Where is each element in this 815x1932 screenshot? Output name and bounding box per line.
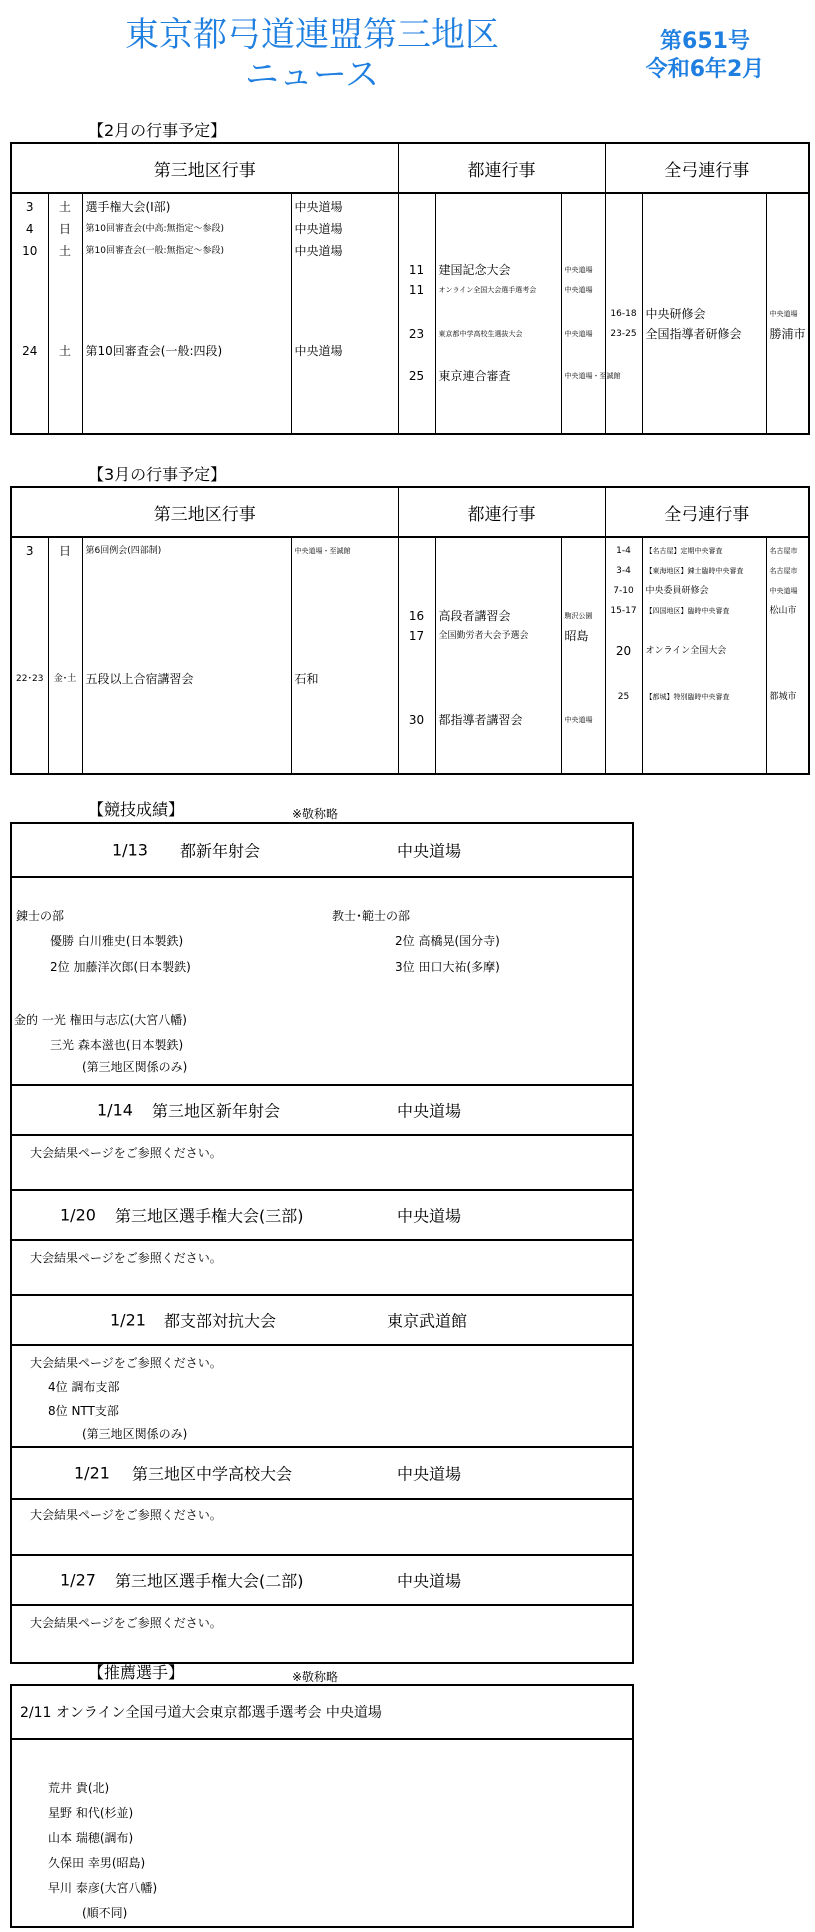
event-weekday: 金･土 [53,674,77,684]
event-name: 第10回審査会(一般:四段) [85,344,223,358]
recommend-order-note: (順不同) [82,1906,128,1920]
mar-col-district: 第三地区行事 [11,487,398,537]
event-name: 全国勤労者大会予選会 [438,631,529,641]
event-day: 3-4 [616,566,631,576]
event-name: 東京都中学高校生選抜大会 [438,330,523,338]
event-day: 23-25 [610,329,637,339]
mar-heading: 【3月の行事予定】 [88,465,227,484]
mar-col-toren: 都連行事 [398,487,605,537]
event-day: 24 [22,344,38,358]
event-name: 建国記念大会 [438,263,511,277]
event-venue: 中央道場 [564,286,593,294]
event-day: 17 [408,629,425,643]
event-day: 4 [25,222,34,236]
recommend-note: ※敬称略 [292,1670,339,1684]
event-day: 10 [22,244,38,258]
event-weekday: 土 [58,200,71,214]
event-venue: 中央道場 [769,310,798,318]
event-venue: 中央道場 [294,244,343,258]
event-name: 【四国地区】臨時中央審査 [645,607,730,615]
event-day: 16-18 [610,309,637,319]
event-name: 選手権大会(Ⅰ部) [85,200,171,214]
event-day: 11 [408,263,425,277]
event-venue: 中央道場 [564,266,593,274]
event-name: 【都城】特別臨時中央審査 [645,693,730,701]
event-venue: 中央道場 [564,330,593,338]
event-venue: 勝浦市 [769,327,806,341]
event-weekday: 土 [58,344,71,358]
event-weekday: 日 [58,544,71,558]
event-venue: 石和 [294,672,319,686]
event-name: 都指導者講習会 [438,713,523,727]
event-day: 25 [617,692,630,702]
result-block-header: 1/21 都支部対抗大会 東京武道館 [12,1294,632,1346]
result-block-header: 1/21 第三地区中学高校大会 中央道場 [12,1446,632,1500]
feb-col-toren: 都連行事 [398,143,605,193]
mar-schedule-table [10,486,810,775]
result-block-header: 1/13 都新年射会 中央道場 [12,824,632,878]
event-venue: 中央道場 [564,716,593,724]
event-weekday: 日 [58,222,71,236]
results-box: 1/13 都新年射会 中央道場 錬士の部 優勝 白川雅史(日本製鉄) 2位 加藤洋次郎(日本製鉄) 教士･範士の部 2位 高橋晃(国分寺) 3位 田口大祐(多摩) 金的 一光 権田与志広(大宮八幡) 三光 森本滋也(日本製鉄) (第三地区関係のみ) 1/14 第三地区新年射会 中央道場 大会結果ページをご参照ください。 1/20 第三地区選手権大会(三部) 中央道場 大会結果ページをご参照ください。 1/21 都支部対抗大会 東京武道館 大会結果ページをご参照ください。 4位 調布支部 8位 NTT支部 (第三地区関係のみ) 1/21 第三地区中学高校大会 中央道場 大会結果ページをご参照ください。 1/27 第三地区選手権大会(二部) 中央道場 大会結果ページをご参照ください。 [10,822,634,1664]
recommend-box [10,1684,634,1928]
event-venue: 中央道場・至誠館 [564,372,621,380]
event-name: 【名古屋】定期中央審査 [645,547,723,555]
recommend-name: 久保田 幸男(昭島) [48,1856,146,1870]
feb-col-zenkyu: 全弓連行事 [605,143,809,193]
event-venue: 中央道場・至誠館 [294,547,351,555]
event-name: オンライン全国大会選手選考会 [438,286,537,294]
event-venue: 都城市 [769,692,797,702]
event-day: 7-10 [613,586,634,596]
event-venue: 名古屋市 [769,547,798,555]
page-title: 東京都弓道連盟第三地区 ニュース [125,15,499,95]
recommend-heading: 【推薦選手】 [88,1663,185,1682]
event-name: 高段者講習会 [438,609,511,623]
result-block-header: 1/14 第三地区新年射会 中央道場 [12,1084,632,1136]
event-name: 第10回審査会(中高:無指定～参段) [85,224,225,234]
event-name: 中央委員研修会 [645,586,709,596]
event-day: 30 [408,713,425,727]
event-venue: 中央道場 [294,200,343,214]
event-name: 第10回審査会(一般:無指定～参段) [85,246,225,256]
results-heading: 【競技成績】 [88,800,185,819]
event-day: 15-17 [610,606,637,616]
event-day: 23 [408,327,425,341]
event-weekday: 土 [58,244,71,258]
event-name: 第6回例会(四部制) [85,546,162,556]
result-block-header: 1/20 第三地区選手権大会(三部) 中央道場 [12,1189,632,1241]
event-name: 五段以上合宿講習会 [85,672,194,686]
event-venue: 中央道場 [769,587,798,595]
event-day: 25 [408,369,425,383]
feb-heading: 【2月の行事予定】 [88,121,227,140]
event-name: 中央研修会 [645,307,706,321]
event-day: 22･23 [16,674,44,684]
event-name: オンライン全国大会 [645,646,727,656]
feb-col-district: 第三地区行事 [11,143,398,193]
recommend-name: 山本 瑞穂(調布) [48,1831,134,1845]
event-day: 16 [408,609,425,623]
event-name: 全国指導者研修会 [645,327,742,341]
event-day: 1-4 [616,546,631,556]
recommend-name: 早川 泰彦(大宮八幡) [48,1881,158,1895]
event-day: 11 [408,283,425,297]
event-venue: 中央道場 [294,222,343,236]
event-name: 【東海地区】錬士臨時中央審査 [645,567,744,575]
event-day: 3 [25,544,34,558]
results-note: ※敬称略 [292,807,339,821]
mar-col-zenkyu: 全弓連行事 [605,487,809,537]
event-venue: 松山市 [769,606,797,616]
event-venue: 名古屋市 [769,567,798,575]
result-block-header: 1/27 第三地区選手権大会(二部) 中央道場 [12,1554,632,1606]
feb-schedule-table [10,142,810,435]
issue-info: 第651号 令和6年2月 [645,29,765,82]
recommend-title: 2/11 オンライン全国弓道大会東京都選手選考会 中央道場 [12,1686,632,1740]
event-day: 3 [25,200,34,214]
event-venue: 中央道場 [294,344,343,358]
event-venue: 駒沢公園 [564,612,593,620]
event-name: 東京連合審査 [438,369,511,383]
recommend-name: 荒井 貴(北) [48,1781,110,1795]
event-day: 20 [615,644,632,658]
recommend-name: 星野 和代(杉並) [48,1806,134,1820]
event-venue: 昭島 [564,629,589,643]
